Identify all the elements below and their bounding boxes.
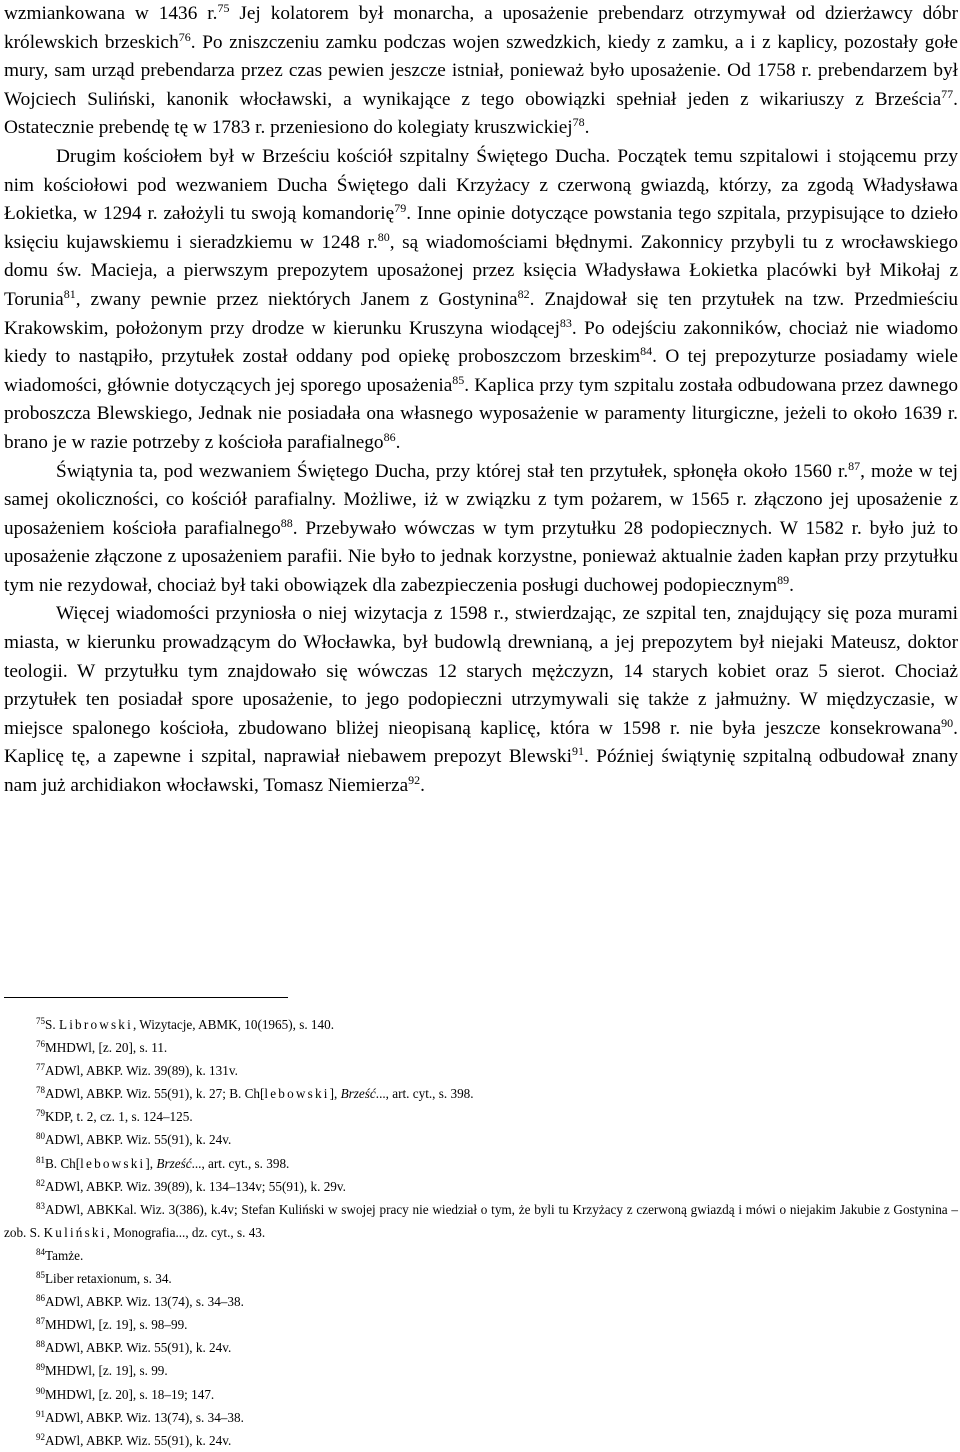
footnote-reference: 75 — [217, 1, 230, 15]
text-segment: , są wiadomościami błędnymi. Zakonnicy przybyli tu z wrocławskiego domu św. Macieja, a pierwszym prepozytem uposażonej przez księcia Władysława Łokietka placówki był Mikołaj z Torunia — [4, 231, 958, 310]
footnote-reference: 84 — [640, 344, 653, 359]
footnote-text: ADWl, ABKKal. Wiz. 3(386), k.4v; Stefan Kuliński w swojej pracy nie wiedział o tym, że byli tu Krzyżacy z czerwoną gwiazdą i mówi o niejakim Jakubie z Gostynina – zob. S. — [4, 1201, 958, 1240]
footnote-reference: 85 — [452, 372, 465, 387]
footnote-reference: 90 — [941, 715, 954, 730]
text-segment: . Kaplica przy tym szpitalu została odbudowana przez dawnego proboszcza Blewskiego, Jednak nie posiadała ona własnego wyposażenie w paramenty liturgiczne, jeżeli to około 1639 r. brano je w razie potrzeby z kościoła parafialnego — [4, 374, 958, 453]
footnote-text: ADWl, ABKP. Wiz. 13(74), s. 34–38. — [45, 1294, 244, 1310]
text-segment: . — [420, 775, 425, 797]
footnote-text: ADWl, ABKP. Wiz. 55(91), k. 24v. — [45, 1432, 232, 1448]
footnote-text: ], — [145, 1155, 157, 1171]
footnote-reference: 92 — [408, 773, 421, 788]
text-segment: . Kaplicę tę, a zapewne i szpital, naprawiał niebawem prepozyt Blewski — [4, 717, 958, 768]
footnote — [4, 1336, 958, 1359]
footnote-text: S. — [45, 1017, 59, 1032]
footnote-reference: 83 — [559, 315, 572, 330]
footnote-reference: 89 — [777, 572, 790, 587]
text-segment: . — [395, 431, 401, 453]
footnote-number: 82 — [36, 1177, 45, 1188]
footnote-separator — [4, 997, 288, 998]
text-segment: . Później świątynię szpitalną odbudował znany nam już archidiakon włocławski, Tomasz Niemierza — [4, 746, 958, 797]
footnote-reference: 81 — [63, 286, 76, 301]
text-segment: Jej kolatorem był monarcha, a uposażenie prebendarz otrzymywał od dzierżawcy dóbr królewskich brzeskich — [4, 3, 958, 53]
footnote-text: lebowski — [264, 1086, 330, 1102]
footnote — [4, 1406, 958, 1429]
footnote-text: ], — [329, 1086, 341, 1102]
footnote-reference: 77 — [941, 86, 954, 101]
text-segment: Świątynia ta, pod wezwaniem Świętego Ducha, przy której stał ten przytułek, spłonęła około 1560 r. — [56, 460, 849, 482]
footnote-number: 92 — [36, 1431, 45, 1442]
footnote — [4, 1429, 958, 1452]
footnote-text: MHDWl, [z. 20], s. 18–19; 147. — [45, 1386, 215, 1402]
text-segment: wzmiankowana w 1436 r. — [4, 3, 218, 24]
footnote-number: 76 — [36, 1039, 45, 1050]
text-segment: Drugim kościołem był w Brześciu kościół szpitalny Świętego Ducha. Początek temu szpitalowi i stojącemu przy nim kościołowi pod wezwaniem Ducha Świętego dali Krzyżacy z czerwoną gwiazdą, którzy, za zgodą Władysława Łokietka, w 1294 r. założyli tu swoją komandorię — [4, 145, 958, 225]
footnote — [4, 1383, 958, 1406]
footnote-reference: 82 — [517, 286, 530, 301]
footnote-text: ADWl, ABKP. Wiz. 39(89), k. 131v. — [45, 1063, 238, 1079]
footnote-number: 87 — [36, 1316, 45, 1327]
footnote-text: KDP, t. 2, cz. 1, s. 124–125. — [45, 1109, 193, 1125]
footnote-text: MHDWl, [z. 19], s. 99. — [45, 1363, 168, 1379]
footnote-text: ..., art. cyt., s. 398. — [191, 1155, 290, 1171]
footnote-text: Liber retaxionum, s. 34. — [45, 1271, 172, 1287]
text-segment: , zwany pewnie przez niektórych Janem z Gostynina — [75, 288, 518, 310]
footnote — [4, 1198, 958, 1244]
footnote-text: ADWl, ABKP. Wiz. 13(74), s. 34–38. — [45, 1409, 244, 1425]
footnote-reference: 86 — [383, 429, 396, 444]
footnote-text: MHDWl, [z. 19], s. 98–99. — [45, 1317, 188, 1333]
text-segment: . Inne opinie dotyczące powstania tego szpitala, przypisujące to dzieło księciu kujawskiemu i sieradzkiemu w 1248 r. — [4, 203, 958, 253]
footnote-number: 89 — [36, 1362, 45, 1373]
footnote-reference: 79 — [394, 201, 407, 216]
footnote-number: 86 — [36, 1293, 45, 1304]
footnote-text: Brześć — [156, 1155, 192, 1171]
footnote-number: 77 — [36, 1062, 45, 1073]
paragraph — [4, 0, 958, 143]
footnote-reference: 76 — [178, 29, 191, 44]
footnote — [4, 1013, 958, 1036]
footnote-text: Brześć — [340, 1086, 376, 1102]
text-segment: . Po odejściu zakonników, chociaż nie wiadomo kiedy to nastąpiło, przytułek został oddany pod opiekę proboszczom brzeskim — [4, 317, 958, 368]
paragraph — [4, 600, 958, 800]
footnote — [4, 1267, 958, 1290]
body-text — [4, 0, 958, 801]
footnote-text: Tamże. — [45, 1247, 84, 1263]
footnote — [4, 1059, 958, 1082]
footnote — [4, 1105, 958, 1128]
footnote — [4, 1175, 958, 1198]
text-segment: . Po zniszczeniu zamku podczas wojen szwedzkich, kiedy z zamku, a i z kaplicy, pozostały gołe mury, sam urząd prebendarza przez czas pewien jeszcze istniał, ponieważ było uposażenie. Od 1758 r. prebendarzem był Wojciech Suliński, kanonik włocławski, a wynikające z tego obowiązki spełniał jeden z wikariuszy z Brześcia — [4, 31, 958, 110]
footnote-number: 75 — [36, 1016, 45, 1026]
footnote — [4, 1359, 958, 1382]
footnote — [4, 1082, 958, 1105]
footnote-text: Librowski — [58, 1017, 133, 1032]
text-segment: . Ostatecznie prebendę tę w 1783 r. przeniesiono do kolegiaty kruszwickiej — [4, 88, 958, 139]
footnote-number: 85 — [36, 1270, 45, 1281]
footnote-text: ADWl, ABKP. Wiz. 39(89), k. 134–134v; 55(91), k. 29v. — [45, 1178, 346, 1194]
footnote-number: 79 — [36, 1108, 45, 1119]
text-segment: . Znajdował się ten przytułek na tzw. Przedmieściu Krakowskim, położonym przy drodze w kierunku Kruszyna wiodącej — [4, 288, 958, 339]
footnote-number: 88 — [36, 1339, 45, 1350]
footnote-number: 81 — [36, 1154, 45, 1165]
text-segment: . — [584, 117, 590, 139]
footnote-text: ADWl, ABKP. Wiz. 55(91), k. 27; B. Ch[ — [45, 1086, 265, 1102]
footnote-reference: 78 — [572, 115, 585, 130]
footnote-text: lebowski — [80, 1155, 146, 1171]
footnote-text: , Monografia..., dz. cyt., s. 43. — [106, 1224, 266, 1240]
footnote — [4, 1313, 958, 1336]
footnote-number: 91 — [36, 1408, 45, 1419]
text-segment: , może w tej samej okoliczności, co kościół parafialny. Możliwe, iż w związku z tym pożarem, w 1565 r. złączono jej uposażenie z uposażeniem kościoła parafialnego — [4, 460, 958, 539]
text-segment: Więcej wiadomości przyniosła o niej wizytacja z 1598 r., stwierdzając, ze szpital ten, znajdujący się poza murami miasta, w kierunku prowadzącym do Włocławka, był budowlą drewnianą, a jej prepozytem był niejaki Mateusz, doktor teologii. W przytułku tym znajdowało się wówczas 12 starych mężczyzn, 14 starych kobiet oraz 5 sierot. Chociaż przytułek ten posiadał spore uposażenie, to jego podopieczni utrzymywali się także z jałmużny. W międzyczasie, w miejsce spalonego kościoła, zbudowano bliżej nieopisaną kaplicę, która w 1598 r. nie była jeszcze konsekrowana — [4, 603, 958, 739]
footnote — [4, 1036, 958, 1059]
footnote-number: 78 — [36, 1085, 45, 1096]
footnote-number: 84 — [36, 1246, 45, 1257]
paragraph — [4, 143, 958, 458]
footnote-number: 83 — [36, 1200, 45, 1211]
text-segment: . — [789, 574, 794, 596]
text-segment: . Przebywało wówczas w tym przytułku 28 podopiecznych. W 1582 r. było już to uposażenie złączone z uposażeniem parafii. Nie było to jednak korzystne, ponieważ aktualnie żaden kapłan przy przytułku tym nie rezydował, chociaż był taki obowiązek dla zabezpieczenia posługi duchowej podopiecznym — [4, 517, 958, 596]
footnote-text: ADWl, ABKP. Wiz. 55(91), k. 24v. — [45, 1132, 232, 1148]
footnote-text: ADWl, ABKP. Wiz. 55(91), k. 24v. — [45, 1340, 232, 1356]
footnote-text: , Wizytacje, ABMK, 10(1965), s. 140. — [132, 1017, 334, 1032]
footnote-number: 80 — [36, 1131, 45, 1142]
footnote-reference: 88 — [280, 515, 293, 530]
footnote-reference: 91 — [572, 744, 585, 759]
text-segment: . O tej prepozyturze posiadamy wiele wiadomości, głównie dotyczących jej sporego uposażenia — [4, 346, 958, 396]
footnote-reference: 80 — [377, 229, 390, 244]
footnote-text: ..., art. cyt., s. 398. — [375, 1086, 474, 1102]
footnote — [4, 1152, 958, 1175]
footnotes-section — [4, 1013, 958, 1452]
footnote — [4, 1128, 958, 1151]
footnote-text: MHDWl, [z. 20], s. 11. — [45, 1040, 168, 1056]
footnote — [4, 1290, 958, 1313]
footnote-reference: 87 — [848, 458, 861, 473]
footnote — [4, 1244, 958, 1267]
footnote-number: 90 — [36, 1385, 45, 1396]
paragraph — [4, 458, 958, 601]
footnote-text: Kuliński — [43, 1224, 107, 1240]
footnote-text: B. Ch[ — [45, 1155, 81, 1171]
